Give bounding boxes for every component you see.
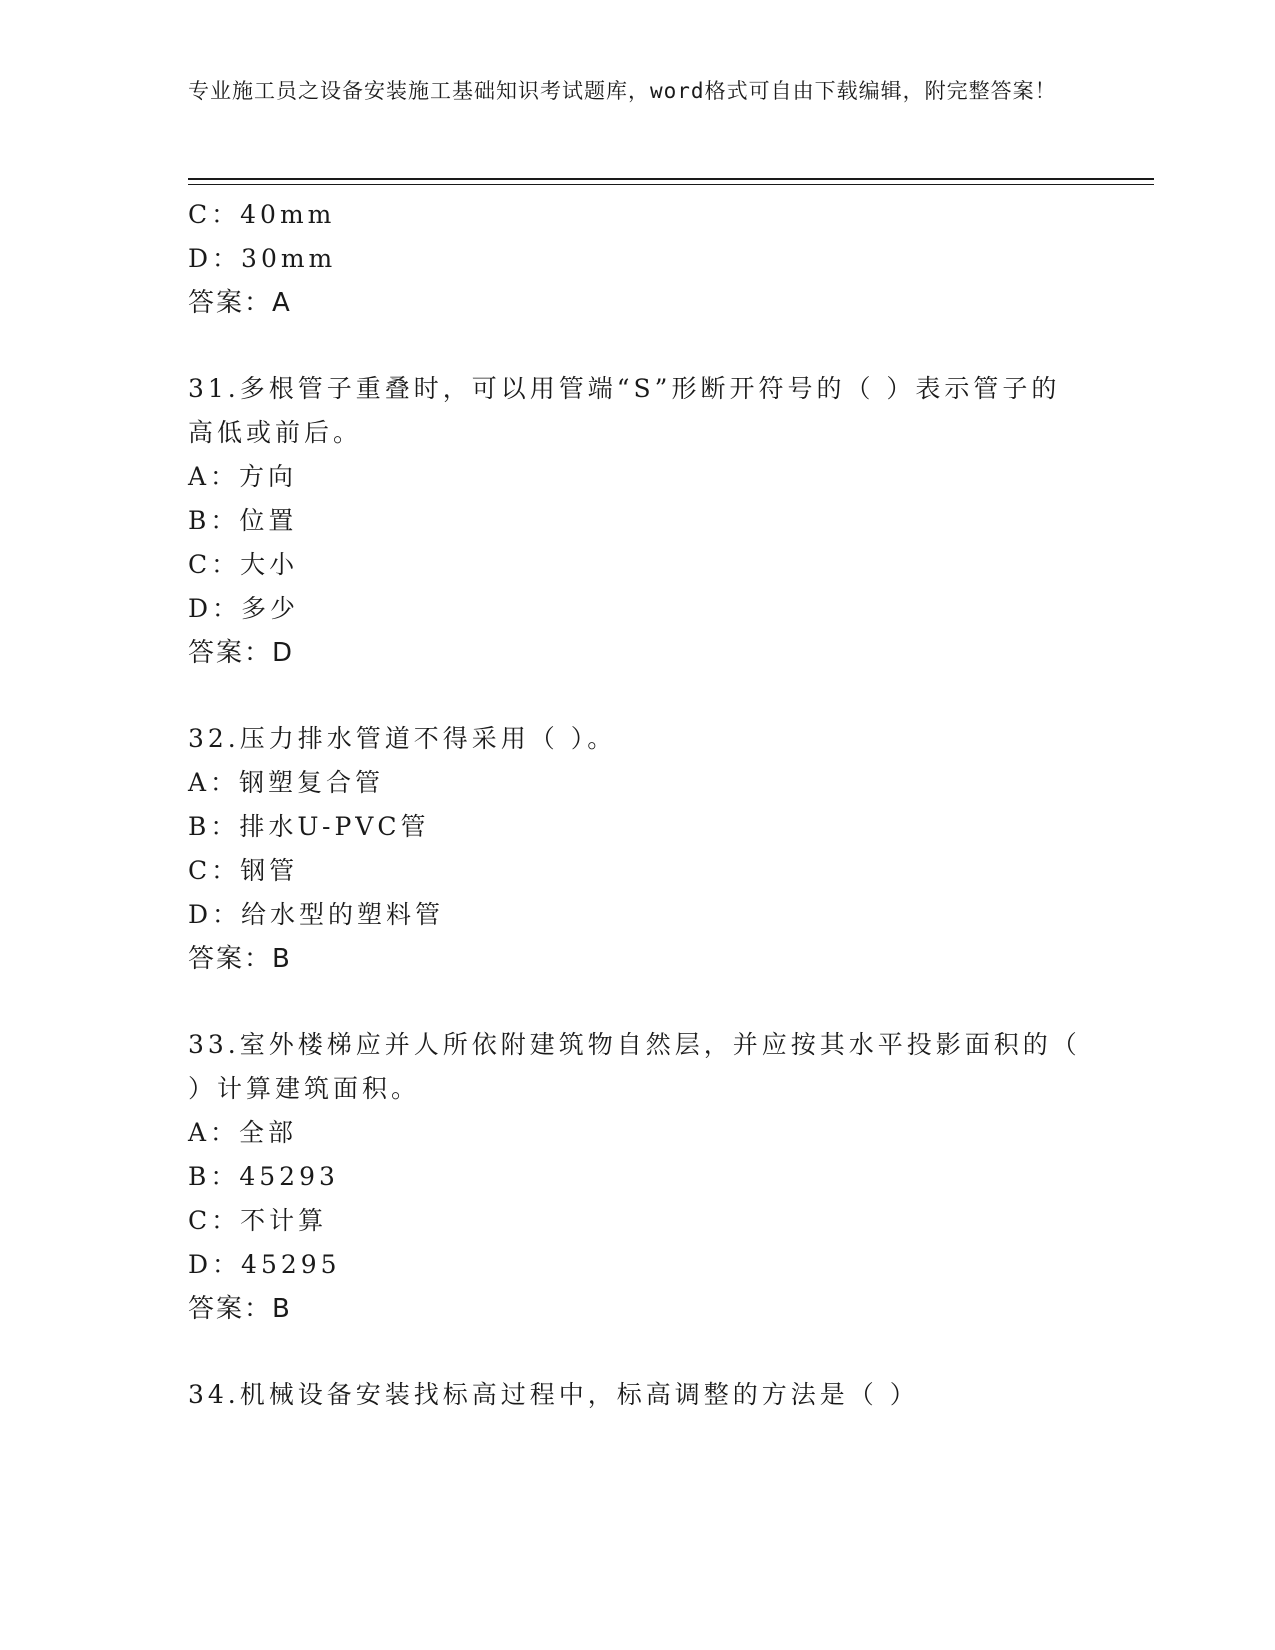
option-a: A：钢塑复合管 <box>188 768 385 797</box>
header-divider-thin <box>188 184 1154 185</box>
option-c: C：不计算 <box>188 1206 328 1235</box>
option-b: B：45293 <box>188 1162 339 1191</box>
option-b: B：排水U-PVC管 <box>188 812 430 841</box>
question-stem: 34.机械设备安装找标高过程中，标高调整的方法是（ ） <box>188 1380 919 1409</box>
option-c: C：大小 <box>188 550 299 579</box>
option-d: D：45295 <box>188 1250 341 1279</box>
answer-text: 答案：B <box>188 944 292 974</box>
question-stem: 33.室外楼梯应并人所依附建筑物自然层，并应按其水平投影面积的（ <box>188 1030 1081 1059</box>
question-stem-continued: ）计算建筑面积。 <box>188 1074 421 1103</box>
option-d: D：30mm <box>188 244 337 273</box>
option-b: B：位置 <box>188 506 298 535</box>
document-header: 专业施工员之设备安装施工基础知识考试题库，word格式可自由下载编辑，附完整答案！ <box>188 79 1057 103</box>
answer-text: 答案：B <box>188 1294 292 1324</box>
option-d: D：多少 <box>188 594 300 623</box>
option-c: C：钢管 <box>188 856 299 885</box>
option-c: C：40mm <box>188 200 336 229</box>
option-a: A：全部 <box>188 1118 298 1147</box>
header-divider-thick <box>188 178 1154 180</box>
answer-text: 答案：A <box>188 288 292 318</box>
option-d: D：给水型的塑料管 <box>188 900 445 929</box>
answer-text: 答案：D <box>188 638 295 668</box>
question-stem: 31.多根管子重叠时，可以用管端“S”形断开符号的（ ）表示管子的 <box>188 374 1061 403</box>
question-stem-continued: 高低或前后。 <box>188 418 363 447</box>
question-stem: 32.压力排水管道不得采用（ ）。 <box>188 724 617 753</box>
option-a: A：方向 <box>188 462 298 491</box>
